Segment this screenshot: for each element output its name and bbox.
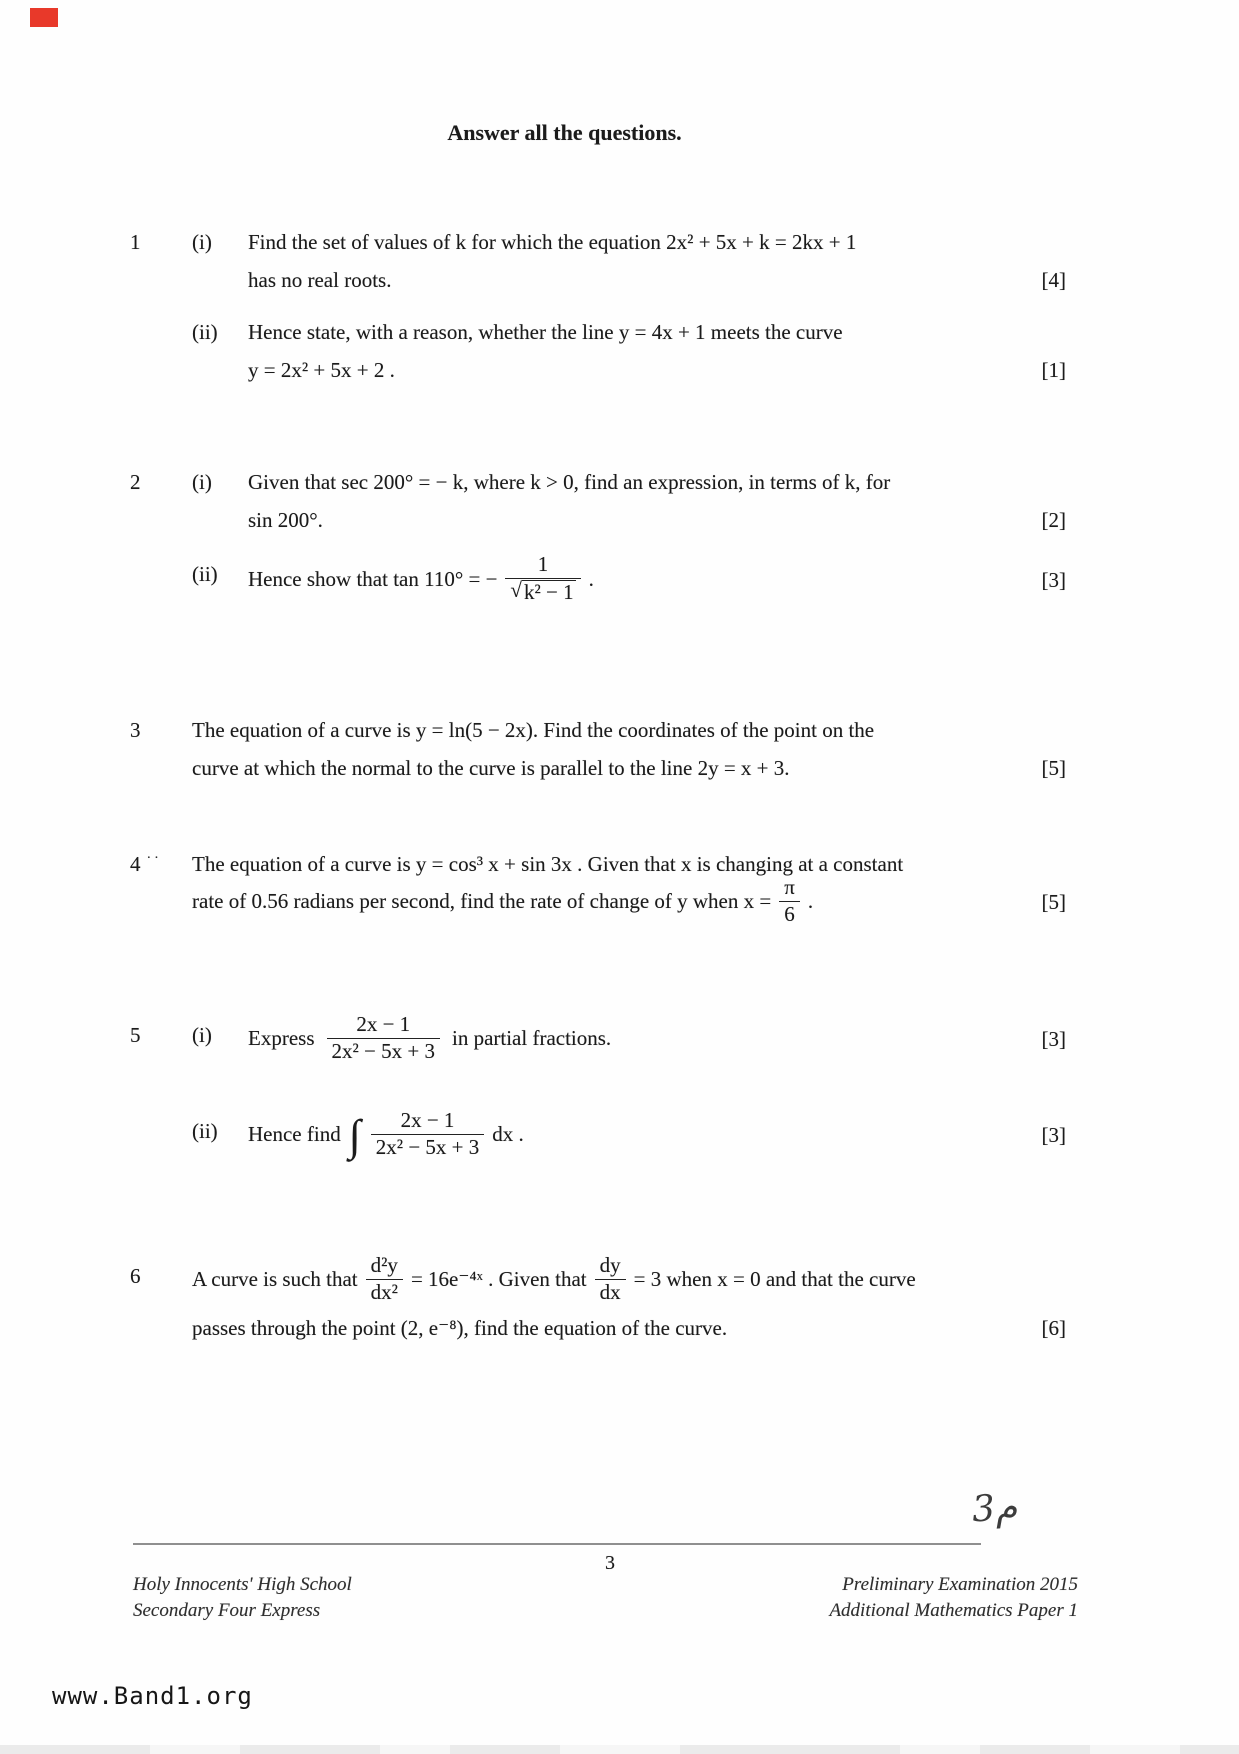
- q5ii-frac-numerator: 2x − 1: [400, 1107, 455, 1132]
- q2ii-prefix: Hence show that tan 110° = −: [248, 566, 498, 591]
- q6-frac2-denominator: dx: [595, 1279, 626, 1305]
- q6-line1-content: [192, 1248, 916, 1310]
- q4-line2-content: [192, 872, 813, 930]
- q4-frac-numerator: π: [784, 874, 795, 899]
- radical-sign: √: [510, 578, 522, 602]
- mark-q1ii: [1]: [1041, 358, 1066, 382]
- q4-number: 4 ··: [130, 851, 162, 876]
- q3-line1: The equation of a curve is y = ln(5 − 2x). Find the coordinates of the point on the: [192, 718, 875, 742]
- q2ii-frac-denominator: [505, 578, 580, 605]
- q4-fraction: [779, 876, 800, 926]
- q6-frac1-numerator: d²y: [370, 1252, 398, 1277]
- q5-number: 5: [130, 1023, 141, 1047]
- q5i-fraction: [327, 1013, 440, 1063]
- q2i-line1: Given that sec 200° = − k, where k > 0, find an expression, in terms of k, for: [248, 470, 891, 494]
- q6-fraction1: [366, 1254, 403, 1304]
- mark-q3: [5]: [1041, 756, 1066, 780]
- mark-q5ii: [3]: [1041, 1123, 1066, 1147]
- q5ii-content: Hence find ∫ $\frac{2x - 1}{\text{2x² − 5x + 3}}$ dx .: [248, 1107, 524, 1160]
- q1ii-line1: Hence state, with a reason, whether the line y = 4x + 1 meets the curve: [248, 320, 843, 344]
- q3-line2: curve at which the normal to the curve is parallel to the line 2y = x + 3.: [192, 756, 790, 780]
- mark-q6: [6]: [1041, 1316, 1066, 1340]
- footer-exam-paper: Additional Mathematics Paper 1: [829, 1600, 1078, 1621]
- q5i-content: [248, 1007, 611, 1069]
- q6-mid1: = 16e⁻⁴ˣ . Given that: [410, 1266, 587, 1291]
- mark-q5i: [3]: [1041, 1027, 1066, 1051]
- mark-q1i: [4]: [1041, 268, 1066, 292]
- q4-line2-prefix: rate of 0.56 radians per second, find the rate of change of y when x =: [192, 888, 772, 913]
- footer-school-name: Holy Innocents' High School: [133, 1574, 352, 1595]
- q6-frac1-denominator: dx²: [366, 1279, 403, 1305]
- q4-stray-dots: ··: [146, 851, 162, 866]
- page-number: 3: [605, 1552, 615, 1574]
- q1ii-line2: y = 2x² + 5x + 2 .: [248, 358, 395, 382]
- q5ii-label: (ii): [192, 1119, 218, 1143]
- mark-q4: [5]: [1041, 890, 1066, 914]
- q1i-label: (i): [192, 230, 212, 254]
- q5i-label: (i): [192, 1023, 212, 1047]
- q4-line1: The equation of a curve is y = cos³ x + sin 3x . Given that x is changing at a constant: [192, 852, 904, 876]
- q5i-prefix: Express: [248, 1025, 315, 1050]
- footer-school-level: Secondary Four Express: [133, 1600, 321, 1621]
- q4-suffix: .: [807, 888, 814, 913]
- q2i-label: (i): [192, 470, 212, 494]
- footer-exam: [640, 1572, 1078, 1624]
- q2i-line2: sin 200°.: [248, 508, 323, 532]
- footer-school: [133, 1572, 352, 1624]
- q5ii-fraction: [371, 1109, 484, 1159]
- q2ii-content: [248, 548, 594, 610]
- q4-frac-denominator: 6: [779, 901, 800, 927]
- q2ii-frac-numerator: 1: [537, 552, 549, 577]
- q1i-line1: Find the set of values of k for which the equation 2x² + 5x + k = 2kx + 1: [248, 230, 857, 254]
- mark-q2ii: [3]: [1041, 568, 1066, 592]
- watermark-url: www.Band1.org: [52, 1682, 253, 1710]
- q2ii-label: (ii): [192, 562, 218, 586]
- mark-q2i: [2]: [1041, 508, 1066, 532]
- q2ii-suffix: .: [588, 566, 594, 591]
- q5i-frac-numerator: 2x − 1: [356, 1011, 411, 1036]
- q2-number: 2: [130, 470, 141, 494]
- q5ii-frac-denominator: 2x² − 5x + 3: [371, 1134, 484, 1160]
- handwritten-mark: م3: [970, 1486, 1019, 1531]
- q5i-frac-denominator: 2x² − 5x + 3: [327, 1038, 440, 1064]
- q6-prefix: A curve is such that: [192, 1266, 358, 1291]
- scan-edge-artifact: [0, 1745, 1239, 1754]
- q3-number: 3: [130, 718, 141, 742]
- red-marker: [30, 8, 58, 27]
- q2ii-radicand: k² − 1: [523, 580, 574, 604]
- q1i-line2: has no real roots.: [248, 268, 392, 292]
- q6-mid2: = 3 when x = 0 and that the curve: [633, 1266, 916, 1291]
- page-title: Answer all the questions.: [447, 120, 682, 145]
- q1-number: 1: [130, 230, 141, 254]
- q5i-suffix: in partial fractions.: [451, 1025, 612, 1050]
- q6-fraction2: [595, 1254, 626, 1304]
- q5ii-suffix: dx .: [492, 1121, 524, 1146]
- q6-line1-row: [0, 1248, 1239, 1310]
- footer-exam-name: Preliminary Examination 2015: [842, 1574, 1078, 1595]
- footer-divider: [133, 1543, 981, 1545]
- q2ii-fraction: [505, 553, 580, 604]
- q6-line2: passes through the point (2, e⁻⁸), find the equation of the curve.: [192, 1316, 728, 1340]
- q6-number: 6: [130, 1264, 141, 1288]
- q5ii-prefix: Hence find: [248, 1121, 341, 1146]
- q1ii-label: (ii): [192, 320, 218, 344]
- q6-frac2-numerator: dy: [599, 1252, 621, 1277]
